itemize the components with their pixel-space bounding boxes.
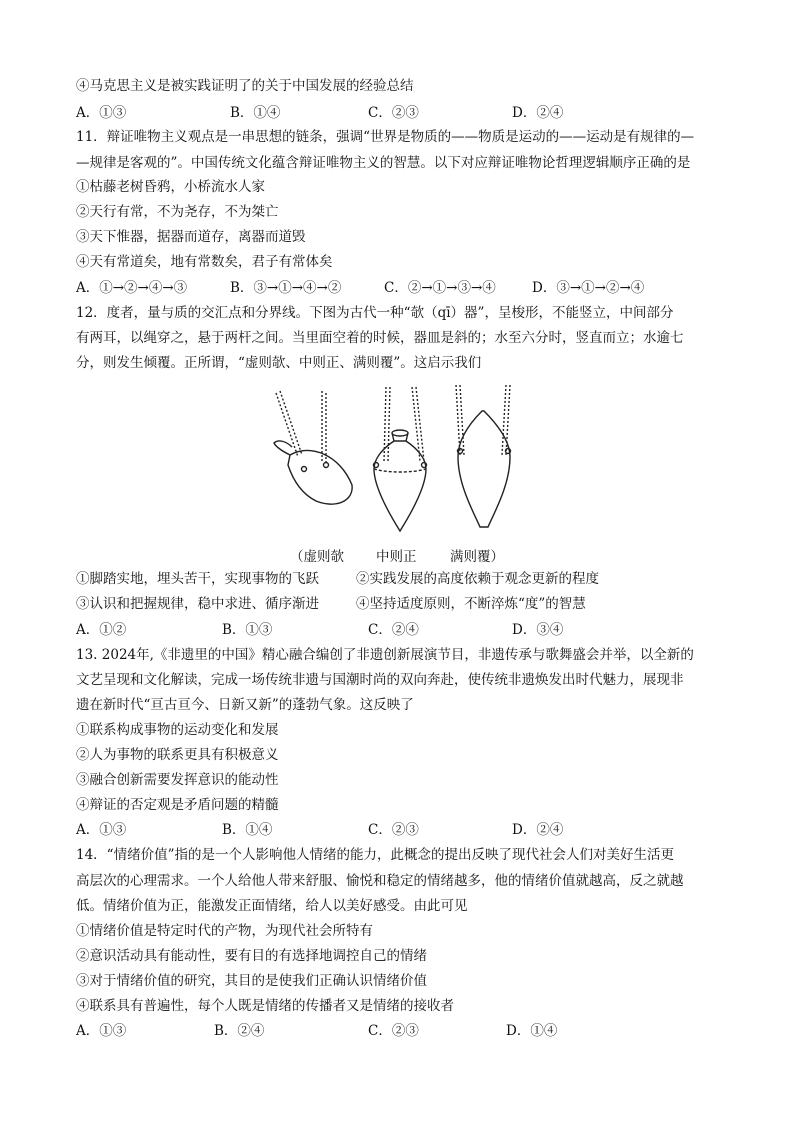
q11-option-c: C．②→①→③→④ <box>384 280 496 296</box>
q12-stem-line-3: 分，则发生倾覆。正所谓，“虚则欹、中则正、满则覆”。这启示我们 <box>76 355 482 371</box>
q13-option-c: C．②③ <box>368 822 419 838</box>
q14-option-d: D．①④ <box>506 1023 558 1039</box>
caption-tilted: （虚则欹 <box>290 549 344 565</box>
q13-stem-line-1: 13. 2024年,《非遗里的中国》精心融合编创了非遗创新展演节目，非遗传承与歌舞盛会并举，以全新的 <box>76 647 694 663</box>
q13-option-b: B．①④ <box>222 822 273 838</box>
q13-stem-line-3: 遗在新时代“亘古亘今、日新又新”的蓬勃气象。这反映了 <box>76 697 414 713</box>
q11-option-a: A．①→②→④→③ <box>76 280 188 296</box>
q14-stem-line-2: 高层次的心理需求。一个人给他人带来舒服、愉悦和稳定的情绪越多，他的情绪价值就越高，反之就越 <box>76 873 684 889</box>
q13-stem-line-2: 文艺呈现和文化解读，完成一场传统非遗与国潮时尚的双向奔赴，使传统非遗焕发出时代魅力，展现非 <box>76 672 684 688</box>
q14-statement-2: ②意识活动具有能动性，要有目的有选择地调控自己的情绪 <box>76 948 427 964</box>
q11-stem-line-2: —规律是客观的”。中国传统文化蕴含辩证唯物主义的智慧。以下对应辩证唯物论哲理逻辑顺序正确的是 <box>76 155 691 171</box>
vessel-overturned <box>456 385 511 527</box>
q14-statement-1: ①情绪价值是特定时代的产物，为现代社会所特有 <box>76 923 373 939</box>
q12-statement-4: ④坚持适度原则，不断淬炼“度”的智慧 <box>356 596 586 612</box>
q13-statement-1: ①联系构成事物的运动变化和发展 <box>76 722 279 738</box>
qi-vessel-illustration <box>270 385 520 535</box>
q11-stem-line-1: 11．辩证唯物主义观点是一串思想的链条，强调“世界是物质的——物质是运动的——运动是有规律的— <box>76 129 695 145</box>
q14-option-a: A．①③ <box>76 1023 127 1039</box>
q11-statement-1: ①枯藤老树昏鸦，小桥流水人家 <box>76 179 265 195</box>
q13-statement-2: ②人为事物的联系更具有积极意义 <box>76 747 279 763</box>
q14-option-b: B．②④ <box>214 1023 265 1039</box>
q12-option-c: C．②④ <box>368 622 419 638</box>
q11-statement-3: ③天下惟器，据器而道存，离器而道毁 <box>76 229 306 245</box>
q11-statement-2: ②天行有常，不为尧存，不为桀亡 <box>76 204 279 220</box>
q10-option-b: B．①④ <box>230 105 281 121</box>
q10-option-d: D．②④ <box>512 105 564 121</box>
q14-stem-line-3: 低。情绪价值为正，能激发正面情绪，给人以美好感受。由此可见 <box>76 898 468 914</box>
q12-statement-1: ①脚踏实地，埋头苦干，实现事物的飞跃 <box>76 571 319 587</box>
q12-statement-3: ③认识和把握规律，稳中求进、循序渐进 <box>76 596 319 612</box>
q13-statement-4: ④辩证的否定观是矛盾问题的精髓 <box>76 797 279 813</box>
q12-stem-line-1: 12．度者，量与质的交汇点和分界线。下图为古代一种“欹（qī）器”，呈梭形，不能竖立，中间部分 <box>76 305 674 321</box>
q10-option-a: A．①③ <box>76 105 127 121</box>
q12-statement-2: ②实践发展的高度依赖于观念更新的程度 <box>356 571 599 587</box>
caption-overturned: 满则覆） <box>450 549 504 565</box>
q13-option-d: D．②④ <box>512 822 564 838</box>
q10-option-c: C．②③ <box>368 105 419 121</box>
vessel-tilted <box>274 391 352 504</box>
q14-stem-line-1: 14．“情绪价值”指的是一个人影响他人情绪的能力，此概念的提出反映了现代社会人们对美好生活更 <box>76 847 674 863</box>
q12-stem-line-2: 有两耳，以绳穿之，悬于两杆之间。当里面空着的时候，器皿是斜的；水至六分时，竖直而立；水逾七 <box>76 330 684 346</box>
q10-statement-4: ④马克思主义是被实践证明了的关于中国发展的经验总结 <box>76 78 414 94</box>
q11-option-d: D．③→①→②→④ <box>532 280 645 296</box>
caption-upright: 中则正 <box>376 549 417 565</box>
q14-option-c: C．②③ <box>368 1023 419 1039</box>
vessel-upright <box>374 387 427 531</box>
q14-statement-4: ④联系具有普遍性，每个人既是情绪的传播者又是情绪的接收者 <box>76 998 454 1014</box>
q12-option-d: D．③④ <box>512 622 564 638</box>
q12-option-a: A．①② <box>76 622 127 638</box>
q11-option-b: B．③→①→④→② <box>230 280 342 296</box>
q14-statement-3: ③对于情绪价值的研究，其目的是使我们正确认识情绪价值 <box>76 973 427 989</box>
q12-option-b: B．①③ <box>222 622 273 638</box>
q13-option-a: A．①③ <box>76 822 127 838</box>
q13-statement-3: ③融合创新需要发挥意识的能动性 <box>76 772 279 788</box>
q11-statement-4: ④天有常道矣，地有常数矣，君子有常体矣 <box>76 254 333 270</box>
